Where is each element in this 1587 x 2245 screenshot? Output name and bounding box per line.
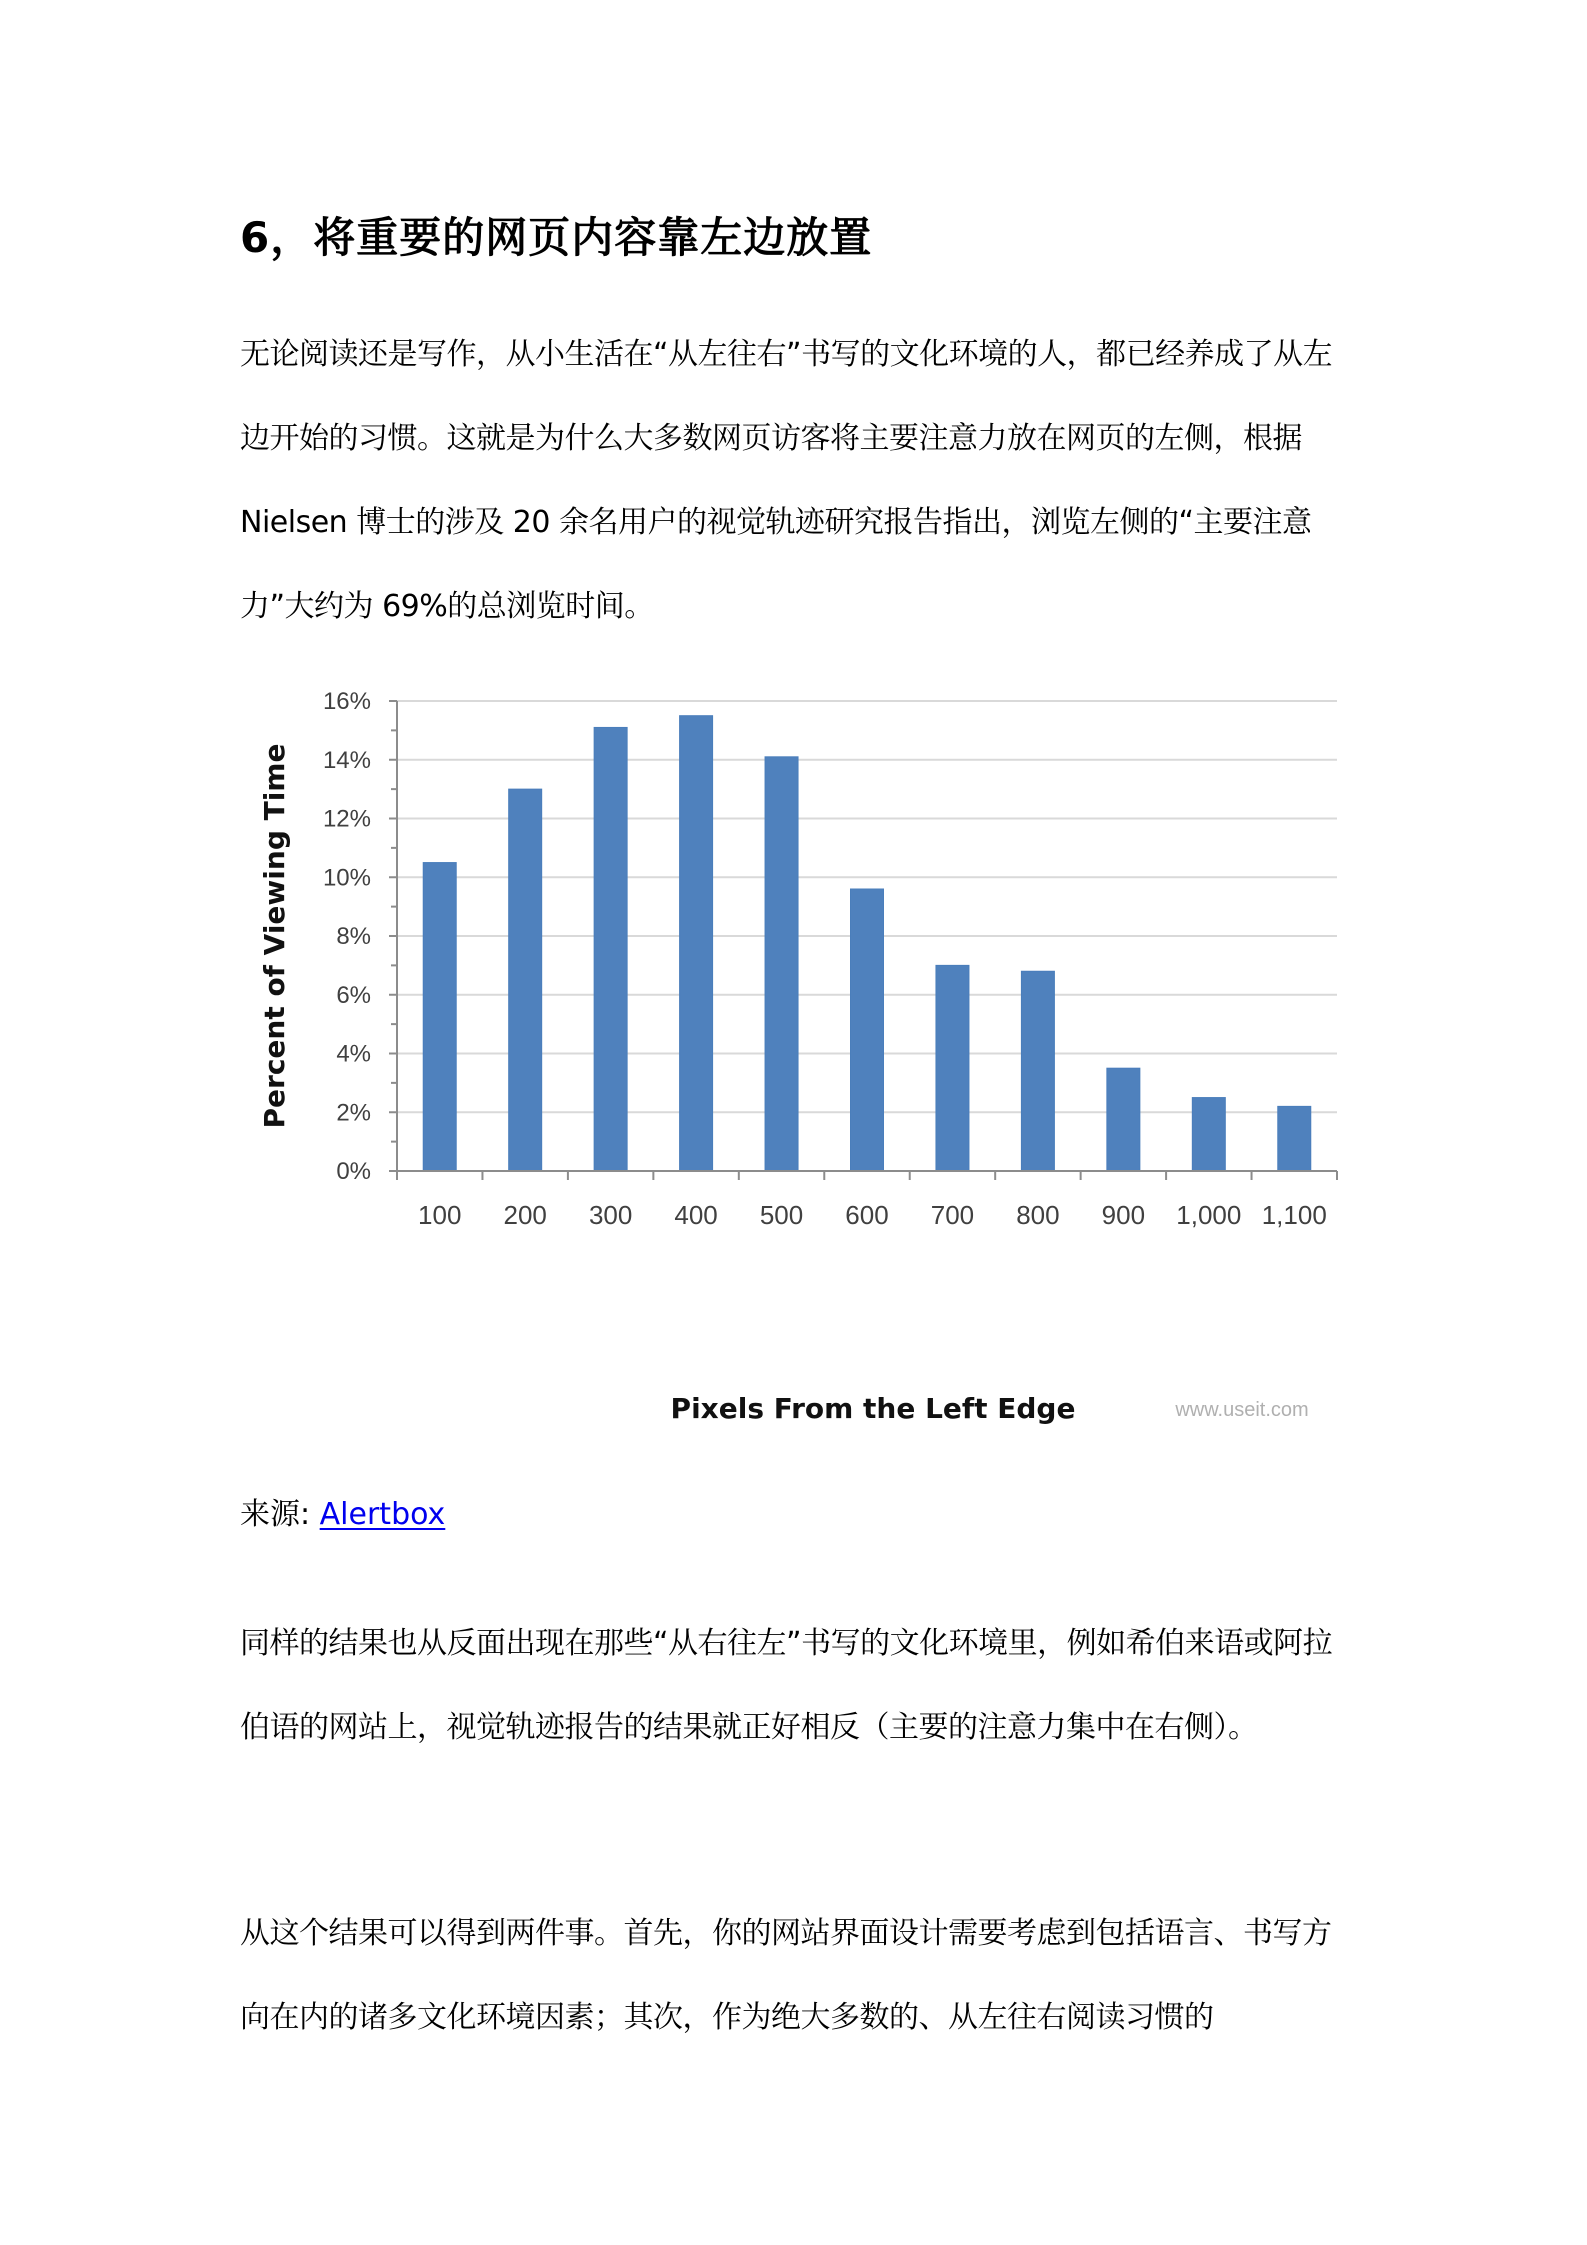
bar-800	[1021, 971, 1054, 1171]
x-axis-title: Pixels From the Left Edge	[670, 1392, 1076, 1425]
x-tick-label: 200	[503, 1200, 547, 1230]
y-tick-label: 16%	[322, 688, 371, 715]
bar-700	[936, 965, 969, 1171]
x-tick-label: 700	[930, 1200, 975, 1230]
bar-500	[765, 757, 798, 1171]
bar-600	[851, 889, 884, 1171]
x-tick-label: 1,100	[1261, 1200, 1327, 1230]
reverse-paragraph: 同样的结果也从反面出现在那些“从右往左”书写的文化环境里，例如希伯来语或阿拉伯语的网站上，视觉轨迹报告的结果就正好相反（主要的注意力集中在右侧）。	[240, 1626, 1333, 1745]
x-tick-label: 1,000	[1176, 1200, 1242, 1230]
x-tick-label: 500	[759, 1200, 804, 1230]
y-tick-label: 4%	[336, 1040, 371, 1068]
y-tick-label: 10%	[322, 864, 371, 892]
intro-paragraph: 无论阅读还是写作，从小生活在“从左往右”书写的文化环境的人，都已经养成了从左边开始的习惯。这就是为什么大多数网页访客将主要注意力放在网页的左侧，根据 Nielsen 博士的涉及 20 余名用户的视觉轨迹研究报告指出，浏览左侧的“主要注意力”大约为 69%的总浏览时间。	[240, 337, 1333, 624]
source-label: 来源:	[240, 1497, 320, 1532]
y-tick-label: 8%	[336, 923, 371, 950]
x-tick-label: 300	[588, 1200, 633, 1230]
x-axis	[397, 1171, 1337, 1230]
y-tick-label: 12%	[322, 805, 371, 833]
bar-100	[423, 863, 456, 1171]
y-axis	[323, 688, 397, 1185]
x-tick-label: 900	[1101, 1200, 1146, 1230]
bar-200	[509, 789, 542, 1171]
x-tick-label: 800	[1016, 1200, 1060, 1230]
bar-400	[680, 716, 713, 1171]
bar-300	[594, 727, 627, 1171]
x-tick-label: 400	[674, 1200, 718, 1230]
section-heading: 6，将重要的网页内容靠左边放置	[240, 213, 873, 262]
y-tick-label: 0%	[336, 1158, 371, 1185]
source-line	[240, 1490, 445, 1540]
chart-bars	[423, 716, 1311, 1171]
alertbox-link[interactable]: Alertbox	[319, 1497, 446, 1532]
y-tick-label: 6%	[336, 981, 371, 1009]
chart-watermark: www.useit.com	[1175, 1399, 1309, 1421]
y-tick-label: 14%	[322, 746, 371, 774]
bar-1000	[1192, 1098, 1225, 1171]
bar-1100	[1278, 1106, 1311, 1171]
conclusion-paragraph: 从这个结果可以得到两件事。首先，你的网站界面设计需要考虑到包括语言、书写方向在内的诸多文化环境因素；其次，作为绝大多数的、从左往右阅读习惯的	[240, 1916, 1332, 2035]
x-tick-label: 100	[418, 1200, 462, 1230]
y-axis-title: Percent of Viewing Time	[258, 743, 291, 1129]
bar-900	[1107, 1068, 1140, 1171]
x-tick-label: 600	[845, 1200, 889, 1230]
y-tick-label: 2%	[336, 1099, 371, 1127]
